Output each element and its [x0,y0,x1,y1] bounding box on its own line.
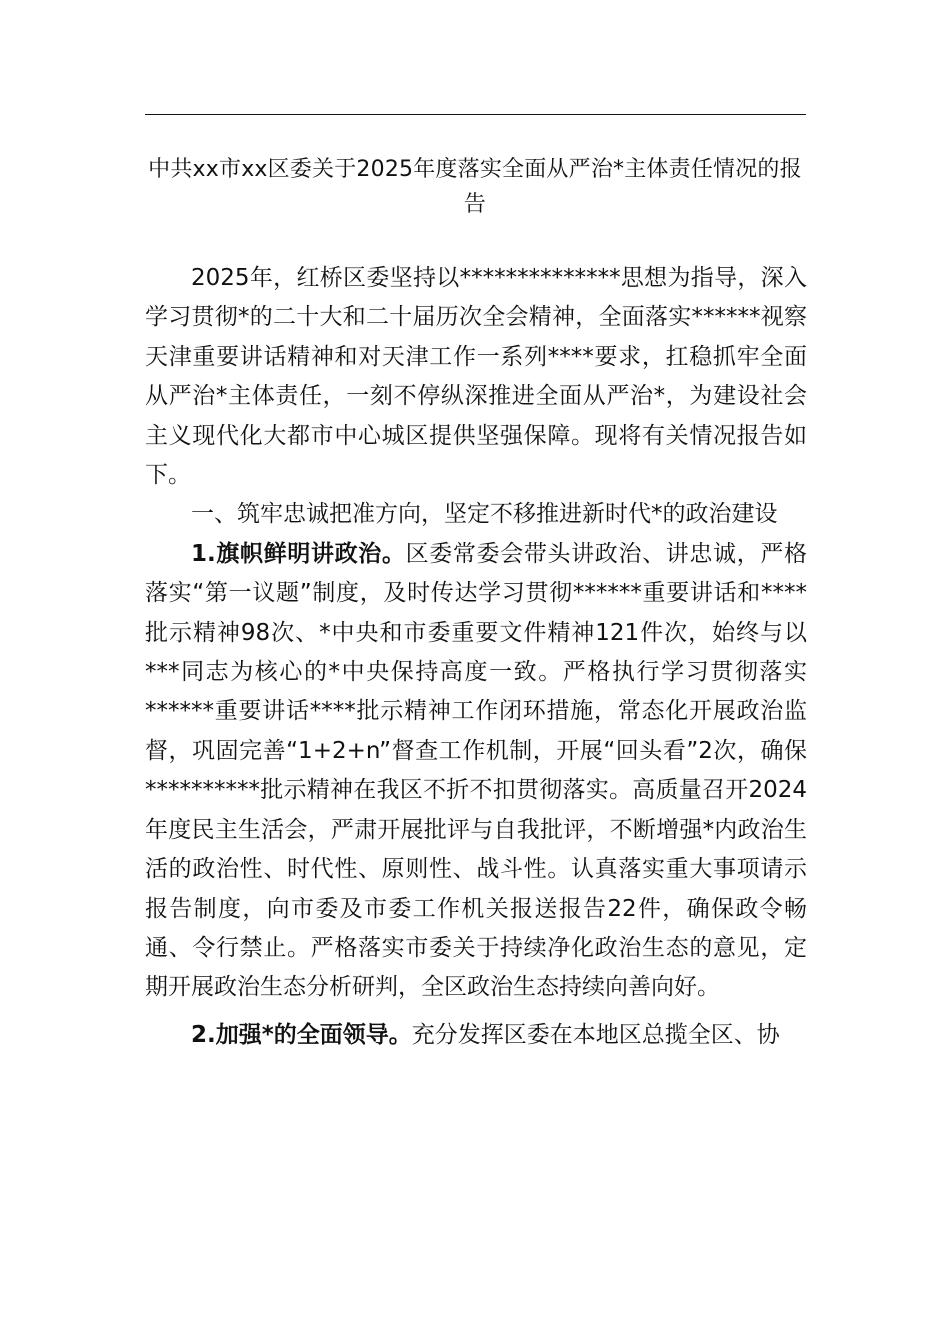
subsection-2-text: 充分发挥区委在本地区总揽全区、协 [411,1021,780,1048]
section-heading-1 [145,495,807,534]
subsection-1-text: 区委常委会带头讲政治、讲忠诚，严格落实“第一议题”制度，及时传达学习贯彻******重要讲话和****批示精神98次、*中央和市委重要文件精神121件次，始终与以***同志为核心的*中央保持高度一致。严格执行学习贯彻落实******重要讲话****批示精神工作闭环措施，常态化开展政治监督，巩固完善“1+2+n”督查工作机制，开展“回头看”2次，确保**********批示精神在我区不折不扣贯彻落实。高质量召开2024年度民主生活会，严肃开展批评与自我批评，不断增强*内政治生活的政治性、时代性、原则性、战斗性。认真落实重大事项请示报告制度，向市委及市委工作机关报送报告22件，确保政令畅通、令行禁止。严格落实市委关于持续净化政治生态的意见，定期开展政治生态分析研判，全区政治生态持续向善向好。 [145,540,807,1001]
subsection-2-heading: 2.加强*的全面领导。 [191,1021,412,1048]
document-title: 中共xx市xx区委关于2025年度落实全面从严治*主体责任情况的报告 [148,157,802,217]
subsection-paragraph-2 [145,1016,807,1055]
intro-paragraph [145,259,807,495]
subsection-1-heading: 1.旗帜鲜明讲政治。 [191,540,406,567]
document-body [145,259,807,1055]
section-heading-1-text: 一、筑牢忠诚把准方向，坚定不移推进新时代*的政治建设 [191,501,778,528]
subsection-paragraph-1 [145,535,807,1008]
header-rule [145,114,806,115]
intro-paragraph-text: 2025年，红桥区委坚持以**************思想为指导，深入学习贯彻*的二十大和二十届历次全会精神，全面落实******视察天津重要讲话精神和对天津工作一系列****要求，扛稳抓牢全面从严治*主体责任，一刻不停纵深推进全面从严治*，为建设社会主义现代化大都市中心城区提供坚强保障。现将有关情况报告如下。 [145,265,807,489]
